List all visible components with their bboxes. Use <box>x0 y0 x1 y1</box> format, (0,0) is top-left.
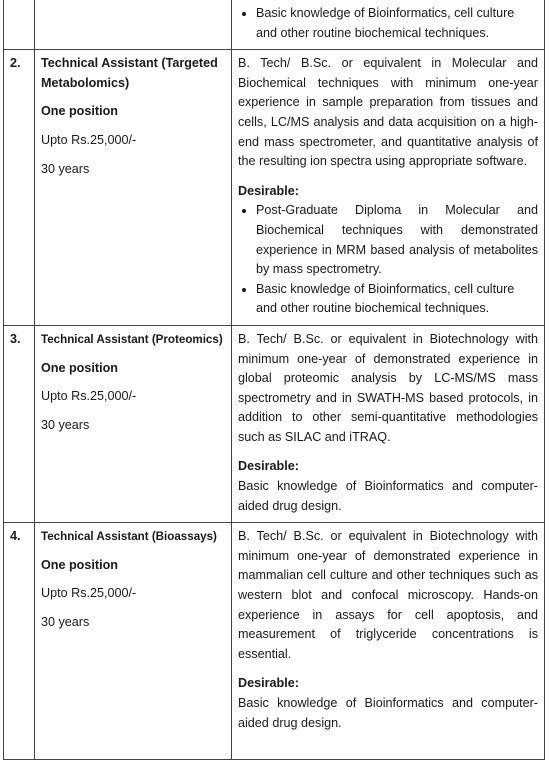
desirable-text: Basic knowledge of Bioinformatics and computer-aided drug design. <box>238 479 538 513</box>
table-row <box>4 325 545 522</box>
serial-number: 4. <box>4 523 35 760</box>
list-item: • Basic knowledge of Bioinformatics, cell culture and other routine biochemical techniques. <box>256 280 538 319</box>
salary: Upto Rs.25,000/- <box>41 586 137 601</box>
serial-number: 3. <box>4 325 35 522</box>
qualification-cell <box>232 325 545 522</box>
age-limit: 30 years <box>41 417 90 432</box>
serial-cell <box>4 0 35 50</box>
table-row-continuation <box>4 0 545 50</box>
serial-number: 2. <box>4 50 35 326</box>
desirable-heading: Desirable: <box>238 459 299 474</box>
desirable-heading: Desirable: <box>238 183 299 198</box>
qualification-cell <box>232 50 545 326</box>
salary: Upto Rs.25,000/- <box>41 132 137 147</box>
position-count: One position <box>41 360 118 375</box>
table-row <box>4 523 545 760</box>
post-cell <box>35 325 232 522</box>
age-limit: 30 years <box>41 161 90 176</box>
essential-qualification: B. Tech/ B.Sc. or equivalent in Biotechnology with minimum one-year of demonstrated experience in mammalian cell culture and other techniques such as western blot and confocal microscopy. Hands-on experience in assays for cell apoptosis, and measurement of triglyceride concentrations is essential. <box>238 529 538 661</box>
post-cell <box>35 0 232 50</box>
list-item: • Post-Graduate Diploma in Molecular and Biochemical techniques with demonstrated experience in MRM based analysis of metabolites by mass spectrometry. <box>256 201 538 279</box>
desirable-list <box>238 4 538 43</box>
post-title: Technical Assistant (Bioassays) <box>41 530 217 544</box>
position-count: One position <box>41 557 118 572</box>
positions-table <box>3 0 545 760</box>
post-cell <box>35 50 232 326</box>
salary: Upto Rs.25,000/- <box>41 389 137 404</box>
post-cell <box>35 523 232 760</box>
desirable-text: Basic knowledge of Bioinformatics and computer-aided drug design. <box>238 696 538 730</box>
qualification-cell <box>232 523 545 760</box>
essential-qualification: B. Tech/ B.Sc. or equivalent in Biotechnology with minimum one-year of demonstrated experience in global proteomic analysis by LC-MS/MS mass spectrometry and in SWATH-MS based protocols, in addition to other semi-quantitative methodologies such as SILAC and iTRAQ. <box>238 331 538 444</box>
age-limit: 30 years <box>41 615 90 630</box>
list-item: • Basic knowledge of Bioinformatics, cell culture and other routine biochemical techniques. <box>256 4 538 43</box>
desirable-list <box>238 201 538 319</box>
post-title: Technical Assistant (Targeted Metabolomics) <box>41 56 218 90</box>
table-row <box>4 50 545 326</box>
position-count: One position <box>41 104 118 119</box>
essential-qualification: B. Tech/ B.Sc. or equivalent in Molecular and Biochemical techniques with minimum one-year experience in sample preparation from tissues and cells, LC/MS analysis and data acquisition on a high-end mass spectrometer, and quantitative analysis of the resulting ion spectra using appropriate software. <box>238 56 538 169</box>
desirable-heading: Desirable: <box>238 676 299 691</box>
post-title: Technical Assistant (Proteomics) <box>41 332 223 346</box>
qualification-cell <box>232 0 545 50</box>
